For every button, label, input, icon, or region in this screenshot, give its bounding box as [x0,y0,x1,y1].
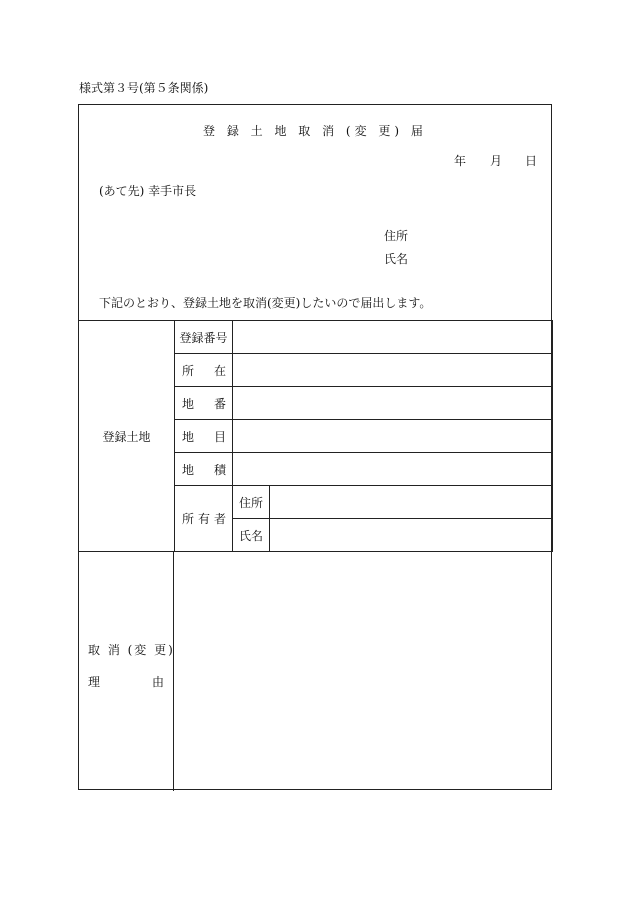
date-month-label: 月 [490,154,503,168]
owner-name-label: 氏名 [233,519,270,552]
form-frame [78,104,552,790]
applicant-address-label: 住所 [384,229,409,243]
registration-number-field[interactable] [233,321,553,354]
applicant-name-label: 氏名 [384,252,409,266]
registration-number-label: 登録番号 [175,321,233,354]
owner-address-field[interactable] [270,486,553,519]
location-label: 所 在 [175,354,233,387]
lot-number-label: 地 番 [175,387,233,420]
reason-label-line2: 理 由 [88,675,164,689]
lot-number-field[interactable] [233,387,553,420]
area-label: 地 積 [175,453,233,486]
land-section-label: 登録土地 [79,321,175,552]
form-title: 登 録 土 地 取 消 (変 更) 届 [203,124,427,138]
land-category-label: 地 目 [175,420,233,453]
owner-address-label: 住所 [233,486,270,519]
addressee: (あて先) 幸手市長 [99,184,197,198]
owner-name-field[interactable] [270,519,553,552]
date-day-label: 日 [525,154,538,168]
date-year-label: 年 [454,154,467,168]
reason-label-line1: 取 消 (変 更) [88,643,175,657]
form-header [79,105,551,320]
location-field[interactable] [233,354,553,387]
reason-section [78,551,552,791]
form-number: 様式第３号(第５条関係) [79,81,209,95]
land-table [78,320,553,552]
land-category-field[interactable] [233,420,553,453]
reason-label [78,552,174,791]
statement: 下記のとおり、登録土地を取消(変更)したいので届出します。 [99,296,432,310]
reason-field[interactable] [174,552,551,791]
area-field[interactable] [233,453,553,486]
owner-label: 所 有 者 [175,486,233,552]
